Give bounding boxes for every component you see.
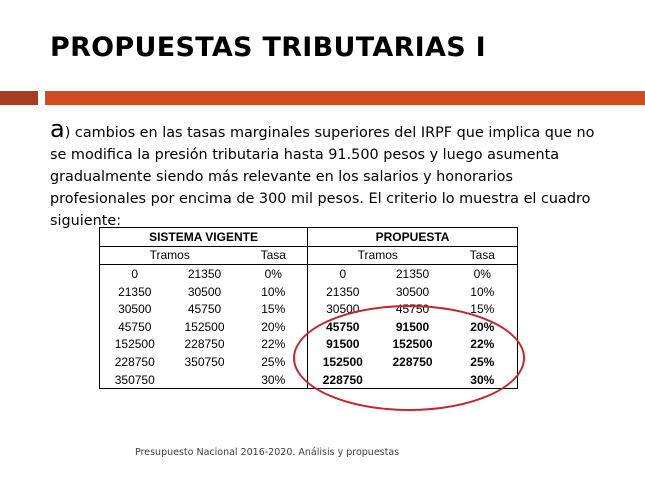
table-cell: 228750 — [100, 353, 170, 371]
table-cell: 30500 — [187, 284, 222, 299]
table-cell: 30500 — [395, 284, 430, 299]
table-cell: 0% — [240, 265, 308, 283]
accent-bar-right — [45, 91, 645, 105]
table-cell: 0 — [339, 266, 347, 281]
table-cell: 152500 — [392, 337, 433, 352]
table-cell: 45750 — [100, 318, 170, 336]
table-cell: 20% — [240, 318, 308, 336]
table-row — [100, 283, 518, 301]
table-cell: 45750 — [326, 319, 360, 334]
table-cell: 91500 — [395, 319, 430, 334]
subheader-tramos-propuesta: Tramos — [308, 246, 448, 265]
table-cell: 45750 — [395, 302, 430, 317]
table-cell: 0% — [448, 265, 518, 283]
table-row — [100, 265, 518, 283]
accent-bar-left — [0, 91, 38, 105]
table-cell: 30% — [448, 371, 518, 389]
subheader-tasa-vigente: Tasa — [240, 246, 308, 265]
table-cell: 91500 — [326, 337, 360, 352]
header-sistema-vigente: SISTEMA VIGENTE — [100, 228, 308, 247]
subheader-tasa-propuesta: Tasa — [448, 246, 518, 265]
table-header-row — [100, 228, 518, 247]
table-cell: 10% — [240, 283, 308, 301]
table-cell: 228750 — [308, 371, 378, 389]
subheader-tramos-vigente: Tramos — [100, 246, 240, 265]
lead-letter: a — [50, 115, 65, 143]
table-cell: 20% — [448, 318, 518, 336]
table-cell: 21350 — [100, 283, 170, 301]
table-cell: 30500 — [100, 300, 170, 318]
table-cell: 15% — [448, 300, 518, 318]
table-cell: 152500 — [322, 354, 363, 369]
table-cell: 30% — [240, 371, 308, 389]
table-cell: 350750 — [100, 371, 170, 389]
table-cell: 152500 — [100, 336, 170, 354]
footer-text: Presupuesto Nacional 2016-2020. Análisis y propuestas — [135, 447, 400, 458]
highlight-ellipse — [293, 305, 525, 411]
paragraph-text: ) cambios en las tasas marginales superiores del IRPF que implica que no se modifica la presión tributaria hasta 91.500 pesos y luego asumenta gradualmente siendo más relevante en los salarios y honorarios profesionales por encima de 300 mil pesos. El criterio lo muestra el cuadro siguiente: — [50, 125, 595, 229]
table-cell: 30500 — [326, 302, 360, 317]
table-cell: 15% — [240, 300, 308, 318]
table-cell: 350750 — [184, 354, 225, 369]
table-cell: 22% — [448, 336, 518, 354]
table-cell — [170, 371, 240, 389]
table-cell: 21350 — [187, 266, 222, 281]
slide-title: PROPUESTAS TRIBUTARIAS I — [50, 32, 486, 63]
table-cell: 21350 — [395, 266, 430, 281]
header-propuesta: PROPUESTA — [308, 228, 518, 247]
table-cell: 228750 — [392, 354, 433, 369]
body-paragraph — [50, 115, 610, 232]
table-cell: 25% — [240, 353, 308, 371]
table-cell: 25% — [448, 353, 518, 371]
table-cell: 22% — [240, 336, 308, 354]
table-subheader-row — [100, 246, 518, 265]
table-cell: 228750 — [184, 337, 225, 352]
table-cell: 0 — [100, 265, 170, 283]
table-cell: 152500 — [184, 319, 225, 334]
table-cell: 10% — [448, 283, 518, 301]
table-cell: 21350 — [326, 284, 360, 299]
table-cell: 45750 — [187, 302, 222, 317]
